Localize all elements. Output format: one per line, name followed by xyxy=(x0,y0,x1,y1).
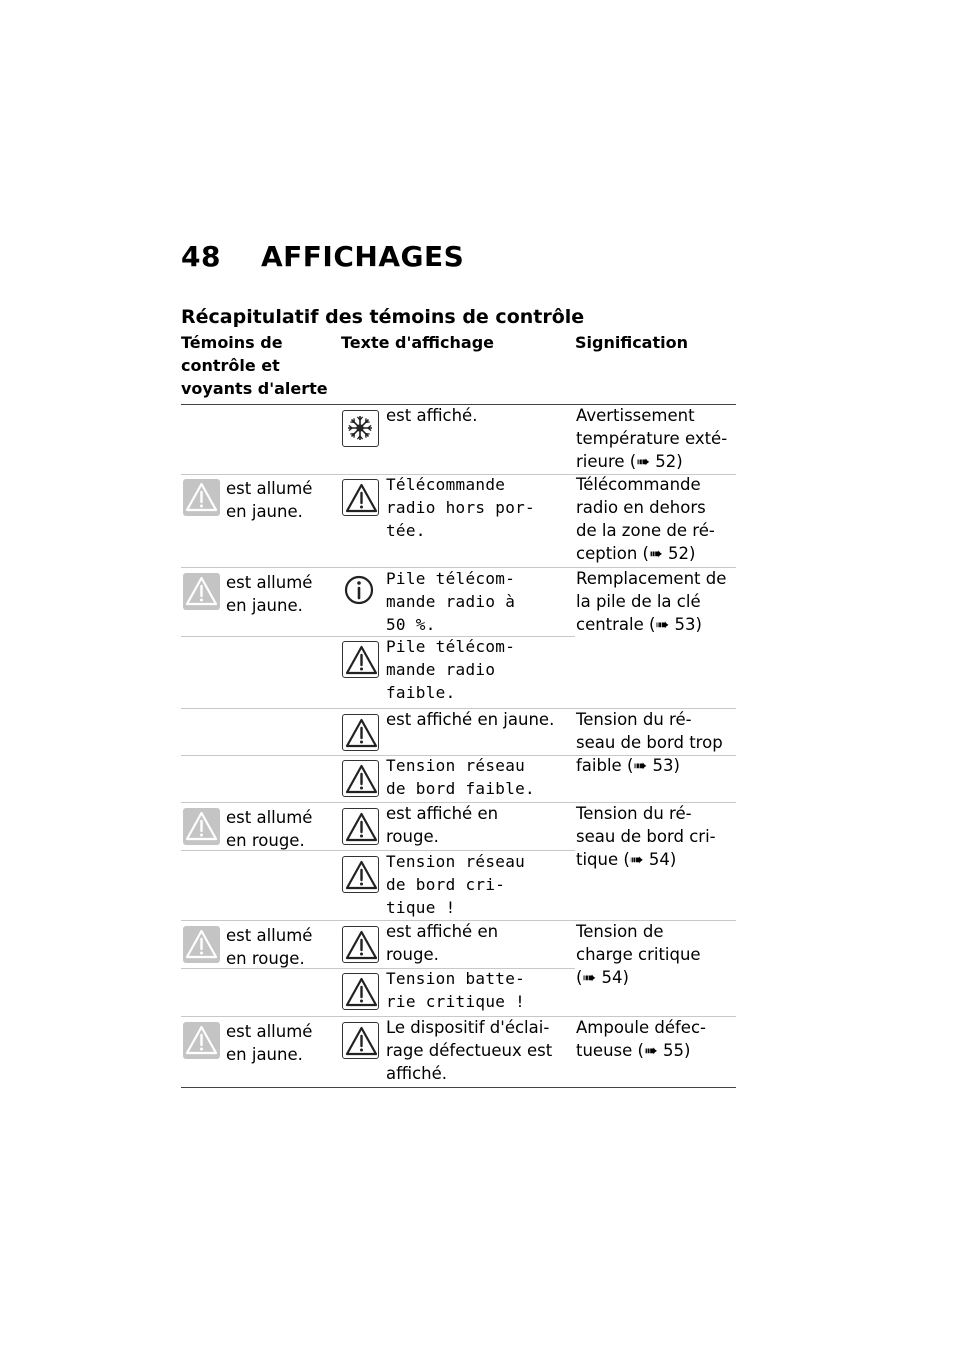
warning-light-state-line: est allumé xyxy=(226,1022,313,1041)
display-text-line: Le dispositif d'éclai- xyxy=(386,1018,550,1037)
display-text xyxy=(386,754,566,800)
display-text xyxy=(386,967,566,1013)
meaning-text-line: température exté- xyxy=(576,429,728,448)
warning-light-state-line: est allumé xyxy=(226,808,313,827)
warning-triangle-icon xyxy=(342,479,379,516)
warning-triangle-icon xyxy=(342,760,379,797)
warning-triangle-icon xyxy=(342,641,379,678)
page-number: 48 xyxy=(181,240,221,273)
display-text-line: faible. xyxy=(386,683,456,702)
warning-light-state-line: est allumé xyxy=(226,573,313,592)
meaning-text-line: rieure (➠ 52) xyxy=(576,452,683,471)
meaning-text-line: (➠ 54) xyxy=(576,968,629,987)
meaning-text-line: radio en dehors xyxy=(576,498,706,517)
warning-triangle-icon xyxy=(342,714,379,751)
warning-triangle-icon xyxy=(342,926,379,963)
warning-light-icon xyxy=(183,808,220,845)
display-text xyxy=(386,635,566,704)
display-text-line: Tension réseau xyxy=(386,756,526,775)
display-text-line: de bord faible. xyxy=(386,779,535,798)
display-text-line: affiché. xyxy=(386,1064,447,1083)
warning-triangle-icon xyxy=(342,1022,379,1059)
display-text xyxy=(386,404,566,427)
display-text-line: est affiché en jaune. xyxy=(386,710,555,729)
display-text-line: Pile télécom- xyxy=(386,569,516,588)
warning-light-state xyxy=(226,924,336,970)
display-text-line: mande radio xyxy=(386,660,496,679)
meaning-text-line: Avertissement xyxy=(576,406,695,425)
header-line: voyants d'alerte xyxy=(181,379,328,398)
meaning-text-line: Tension du ré- xyxy=(576,710,692,729)
warning-light-state-line: en jaune. xyxy=(226,502,303,521)
info-icon xyxy=(342,573,379,610)
display-text-line: rie critique ! xyxy=(386,992,526,1011)
display-text-line: tique ! xyxy=(386,898,456,917)
chapter-title: AFFICHAGES xyxy=(261,240,465,273)
display-text xyxy=(386,920,566,966)
meaning-text-line: seau de bord cri- xyxy=(576,827,716,846)
table-divider xyxy=(181,1087,736,1088)
meaning-text xyxy=(576,708,736,777)
meaning-text xyxy=(576,920,736,989)
meaning-text-line: Tension de xyxy=(576,922,664,941)
display-text xyxy=(386,1016,566,1085)
display-text xyxy=(386,850,566,919)
warning-light-state-line: est allumé xyxy=(226,926,313,945)
display-text-line: est affiché en xyxy=(386,804,499,823)
meaning-text-line: tueuse (➠ 55) xyxy=(576,1041,691,1060)
display-text xyxy=(386,567,566,636)
display-text-line: mande radio à xyxy=(386,592,516,611)
section-title: Récapitulatif des témoins de contrôle xyxy=(181,306,585,328)
warning-light-state xyxy=(226,571,336,617)
page-header xyxy=(181,240,464,273)
display-text-line: Tension batte- xyxy=(386,969,526,988)
warning-light-icon xyxy=(183,573,220,610)
display-text-line: Pile télécom- xyxy=(386,637,516,656)
warning-light-state-line: est allumé xyxy=(226,479,313,498)
display-text-line: Télécommande xyxy=(386,475,506,494)
display-text-line: rouge. xyxy=(386,827,439,846)
warning-light-state-line: en rouge. xyxy=(226,949,305,968)
meaning-text xyxy=(576,802,736,871)
header-col-meaning: Signification xyxy=(575,333,688,352)
meaning-text xyxy=(576,473,736,565)
meaning-text xyxy=(576,1016,736,1062)
meaning-text-line: centrale (➠ 53) xyxy=(576,615,702,634)
warning-triangle-icon xyxy=(342,808,379,845)
warning-light-icon xyxy=(183,926,220,963)
meaning-text-line: Télécommande xyxy=(576,475,701,494)
meaning-text-line: Ampoule défec- xyxy=(576,1018,706,1037)
warning-light-state xyxy=(226,806,336,852)
warning-light-state xyxy=(226,1020,336,1066)
display-text-line: est affiché. xyxy=(386,406,478,425)
warning-triangle-icon xyxy=(342,973,379,1010)
display-text-line: tée. xyxy=(386,521,426,540)
display-text-line: 50 %. xyxy=(386,615,436,634)
snowflake-icon xyxy=(342,410,379,447)
header-line: contrôle et xyxy=(181,356,280,375)
display-text-line: est affiché en xyxy=(386,922,499,941)
meaning-text-line: tique (➠ 54) xyxy=(576,850,677,869)
display-text-line: de bord cri- xyxy=(386,875,506,894)
display-text-line: rage défectueux est xyxy=(386,1041,553,1060)
meaning-text xyxy=(576,404,736,473)
display-text xyxy=(386,708,566,731)
meaning-text-line: seau de bord trop xyxy=(576,733,723,752)
display-text xyxy=(386,473,566,542)
header-line: Témoins de xyxy=(181,333,283,352)
header-col-display-text: Texte d'affichage xyxy=(341,333,494,352)
meaning-text xyxy=(576,567,736,636)
meaning-text-line: Tension du ré- xyxy=(576,804,692,823)
meaning-text-line: faible (➠ 53) xyxy=(576,756,680,775)
warning-light-state-line: en rouge. xyxy=(226,831,305,850)
warning-triangle-icon xyxy=(342,856,379,893)
header-col-warning-lights xyxy=(181,331,331,400)
display-text-line: rouge. xyxy=(386,945,439,964)
warning-light-state-line: en jaune. xyxy=(226,1045,303,1064)
warning-light-icon xyxy=(183,1022,220,1059)
display-text xyxy=(386,802,566,848)
warning-light-state-line: en jaune. xyxy=(226,596,303,615)
warning-light-state xyxy=(226,477,336,523)
meaning-text-line: de la zone de ré- xyxy=(576,521,715,540)
meaning-text-line: charge critique xyxy=(576,945,701,964)
meaning-text-line: la pile de la clé xyxy=(576,592,701,611)
display-text-line: radio hors por- xyxy=(386,498,535,517)
display-text-line: Tension réseau xyxy=(386,852,526,871)
warning-light-icon xyxy=(183,479,220,516)
meaning-text-line: Remplacement de xyxy=(576,569,727,588)
meaning-text-line: ception (➠ 52) xyxy=(576,544,696,563)
